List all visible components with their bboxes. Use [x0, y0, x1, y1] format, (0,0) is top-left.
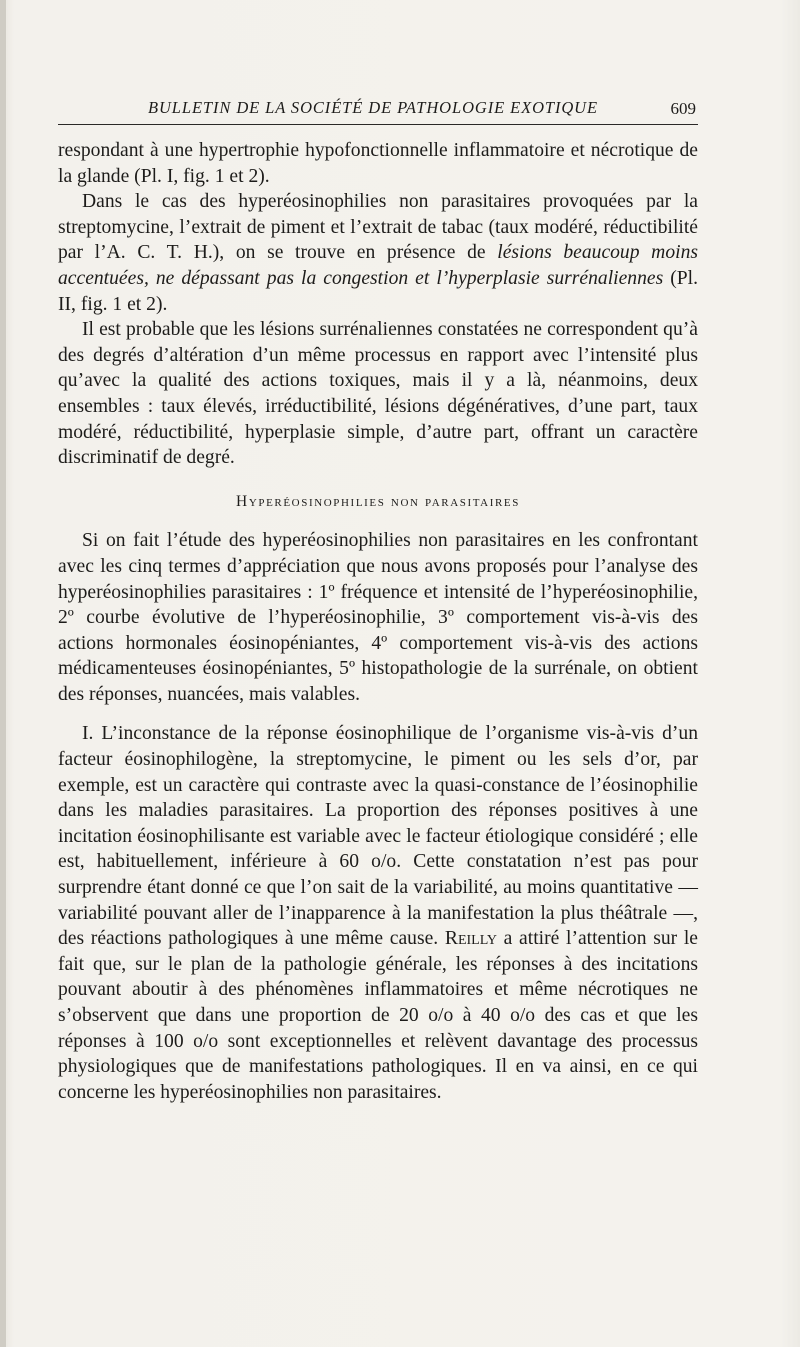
- paragraph-text: (Pl. II, fig. 1 et 2).: [58, 267, 699, 315]
- paragraph-text: a attiré l’attention sur le fait que, sur le plan de la pathologie générale, les réponses à des incitations pouvant aboutir à des phénomènes inflammatoires et même nécrotiques ne s’observent que dans une proportion de 20 o/o à 40 o/o des cas et que les réponses à 100 o/o sont exceptionnelles et relèvent davantage des processus physiologiques que de manifestations pathologiques. Il en va ainsi, en ce qui concerne les hyperéosinophilies non parasitaires.: [58, 928, 698, 1103]
- paragraph-text: I. L’inconstance de la réponse éosinophilique de l’organisme vis-à-vis d’un facteur éosinophilogène, la streptomycine, le piment ou les sels d’or, par exemple, est un caractère qui contraste avec la quasi-constance de l’éosinophilie dans les maladies parasitaires. La proportion des réponses positives à une incitation éosinophilisante est variable avec le facteur étiologique considéré ; elle est, habituellement, inférieure à 60 o/o. Cette constatation n’est pas pour surprendre étant donné ce que l’on sait de la variabilité, au moins quantitative — variabilité pouvant aller de l’inapparence à la manifestation la plus théâtrale —, des réactions pathologiques à une même cause.: [58, 723, 698, 950]
- section-heading: Hyperéosinophilies non parasitaires: [236, 492, 520, 510]
- paragraph-spacer: [58, 707, 698, 721]
- page-binding-edge: [0, 0, 6, 1347]
- body-text: [58, 138, 698, 1105]
- paragraph-lesions: Il est probable que les lésions surrénaliennes constatées ne correspondent qu’à des degrés d’altération d’un même processus en rapport avec l’intensité plus qu’avec la qualité des actions toxiques, mais il y a là, néanmoins, deux ensembles : taux élevés, irréductibilité, lésions dégénératives, d’une part, taux modéré, réductibilité, hyperplasie simple, d’autre part, offrant un caractère discriminatif de degré.: [58, 319, 698, 469]
- paragraph-continuation: respondant à une hypertrophie hypofonctionnelle inflammatoire et nécrotique de la glande (Pl. I, fig. 1 et 2).: [58, 140, 698, 187]
- running-title: BULLETIN DE LA SOCIÉTÉ DE PATHOLOGIE EXOTIQUE: [148, 98, 598, 117]
- header-rule: [58, 124, 698, 125]
- paragraph-text: Dans le cas des hyperéosinophilies non parasitaires provoquées par la streptomycine, l’extrait de piment et l’extrait de tabac (taux modéré, réductibilité par l’A. C. T. H.), on se trouve en présence de: [58, 191, 698, 264]
- italic-emphasis: lésions beaucoup moins accentuées, ne dépassant pas la congestion et l’hyperplasie surrénaliennes: [58, 242, 698, 289]
- page-number: 609: [670, 99, 696, 118]
- author-name: Reilly: [444, 928, 497, 950]
- paragraph-five-terms: Si on fait l’étude des hyperéosinophilies non parasitaires en les confrontant avec les cinq termes d’appréciation que nous avons proposés pour l’analyse des hyperéosinophilies parasitaires : 1º fréquence et intensité de l’hyperéosinophilie, 2º courbe évolutive de l’hyperéosinophilie, 3º comportement vis-à-vis des actions hormonales éosinopéniantes, 4º comportement vis-à-vis des actions médicamenteuses éosinopéniantes, 5º histopathologie de la surrénale, on obtient des réponses, nuancées, mais valables.: [58, 530, 698, 705]
- paragraph-inconstance: [58, 721, 698, 1105]
- page-header: [58, 94, 698, 124]
- paragraph-streptomycine: [58, 189, 698, 317]
